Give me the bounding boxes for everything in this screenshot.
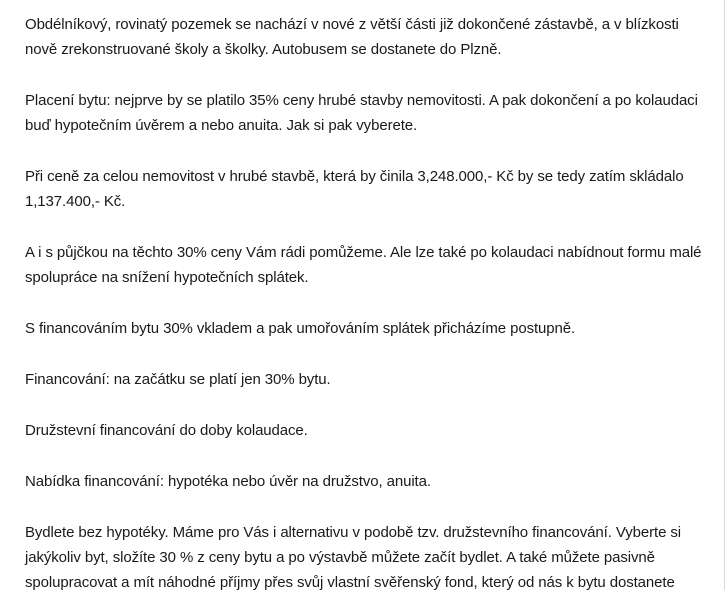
paragraph-price: Při ceně za celou nemovitost v hrubé stavbě, která by činila 3,248.000,- Kč by se tedy zatím skládalo 1,137.400,- Kč. bbox=[25, 168, 684, 210]
paragraph-no-mortgage: Bydlete bez hypotéky. Máme pro Vás i alternativu v podobě tzv. družstevního financování. Vyberte si jakýkoliv byt, složíte 30 % z ceny bytu a po výstavbě můžete začít bydlet. A také můžete pasivně spolupracovat a mít náhodné příjmy přes svůj vlastní svěřenský fond, který od nás k bytu dostanete bbox=[25, 524, 682, 590]
paragraph-financing-start: Financování: na začátku se platí jen 30% bytu. bbox=[25, 371, 331, 388]
paragraph-loan-help: A i s půjčkou na těchto 30% ceny Vám rádi pomůžeme. Ale lze také po kolaudaci nabídnout formu malé spolupráce na snížení hypotečních splátek. bbox=[25, 244, 702, 286]
paragraph-location: Obdélníkový, rovinatý pozemek se nachází v nové z větší části již dokončené zástavbě, a v blízkosti nově zrekonstruované školy a školky. Autobusem se dostanete do Plzně. bbox=[25, 16, 679, 58]
paragraph-payment: Placení bytu: nejprve by se platilo 35% ceny hrubé stavby nemovitosti. A pak dokončení a po kolaudaci buď hypotečním úvěrem a nebo anuita. Jak si pak vyberete. bbox=[25, 92, 698, 134]
article-body bbox=[25, 12, 705, 590]
paragraph-cooperative-financing: Družstevní financování do doby kolaudace. bbox=[25, 422, 308, 439]
paragraph-financing-offer: Nabídka financování: hypotéka nebo úvěr na družstvo, anuita. bbox=[25, 473, 431, 490]
paragraph-financing-deposit: S financováním bytu 30% vkladem a pak umořováním splátek přicházíme postupně. bbox=[25, 320, 576, 337]
